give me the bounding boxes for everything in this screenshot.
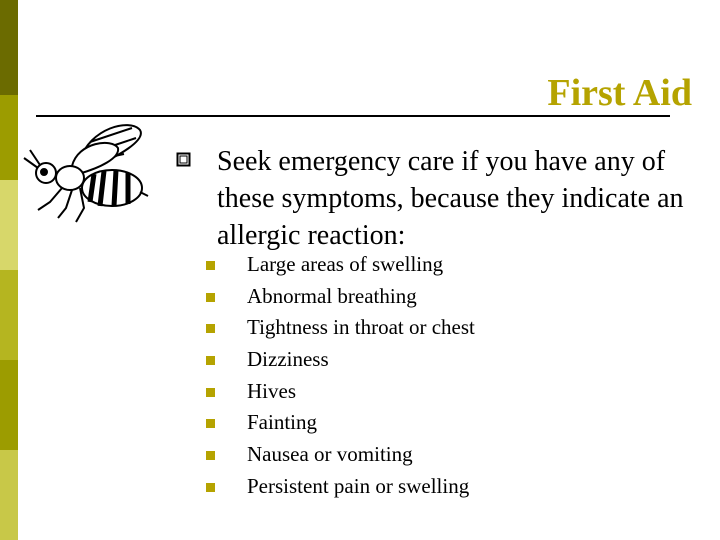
filled-square-bullet-icon bbox=[206, 388, 215, 397]
symptom-label: Large areas of swelling bbox=[247, 252, 444, 276]
symptom-label: Nausea or vomiting bbox=[247, 442, 413, 467]
sidebar-stripe-1 bbox=[0, 0, 18, 95]
filled-square-bullet-icon bbox=[206, 356, 215, 365]
filled-square-bullet-icon bbox=[206, 451, 215, 460]
main-point-text: Seek emergency care if you have any of these symptoms, because they indicate an allergic reaction: bbox=[217, 146, 684, 251]
hollow-square-bullet-icon bbox=[176, 152, 192, 168]
symptom-label: Fainting bbox=[247, 410, 318, 435]
symptom-label: Persistent pain or swelling bbox=[247, 473, 470, 498]
filled-square-bullet-icon bbox=[206, 261, 215, 270]
filled-square-bullet-icon bbox=[206, 483, 215, 492]
sidebar-stripe-4 bbox=[0, 270, 18, 360]
filled-square-bullet-icon bbox=[206, 419, 215, 428]
title-underline bbox=[36, 115, 670, 117]
sidebar-stripe-3 bbox=[0, 180, 18, 270]
sidebar-stripe-2 bbox=[0, 95, 18, 180]
slide-title: First Aid bbox=[547, 72, 692, 114]
bee-icon bbox=[20, 118, 150, 228]
filled-square-bullet-icon bbox=[206, 324, 215, 333]
sidebar-stripe-6 bbox=[0, 450, 18, 540]
symptom-label: Hives bbox=[247, 378, 296, 403]
symptom-label: Abnormal breathing bbox=[247, 283, 417, 308]
sidebar-stripe-5 bbox=[0, 360, 18, 450]
filled-square-bullet-icon bbox=[206, 293, 215, 302]
symptom-label: Tightness in throat or chest bbox=[247, 315, 475, 340]
symptom-label: Dizziness bbox=[247, 347, 329, 372]
